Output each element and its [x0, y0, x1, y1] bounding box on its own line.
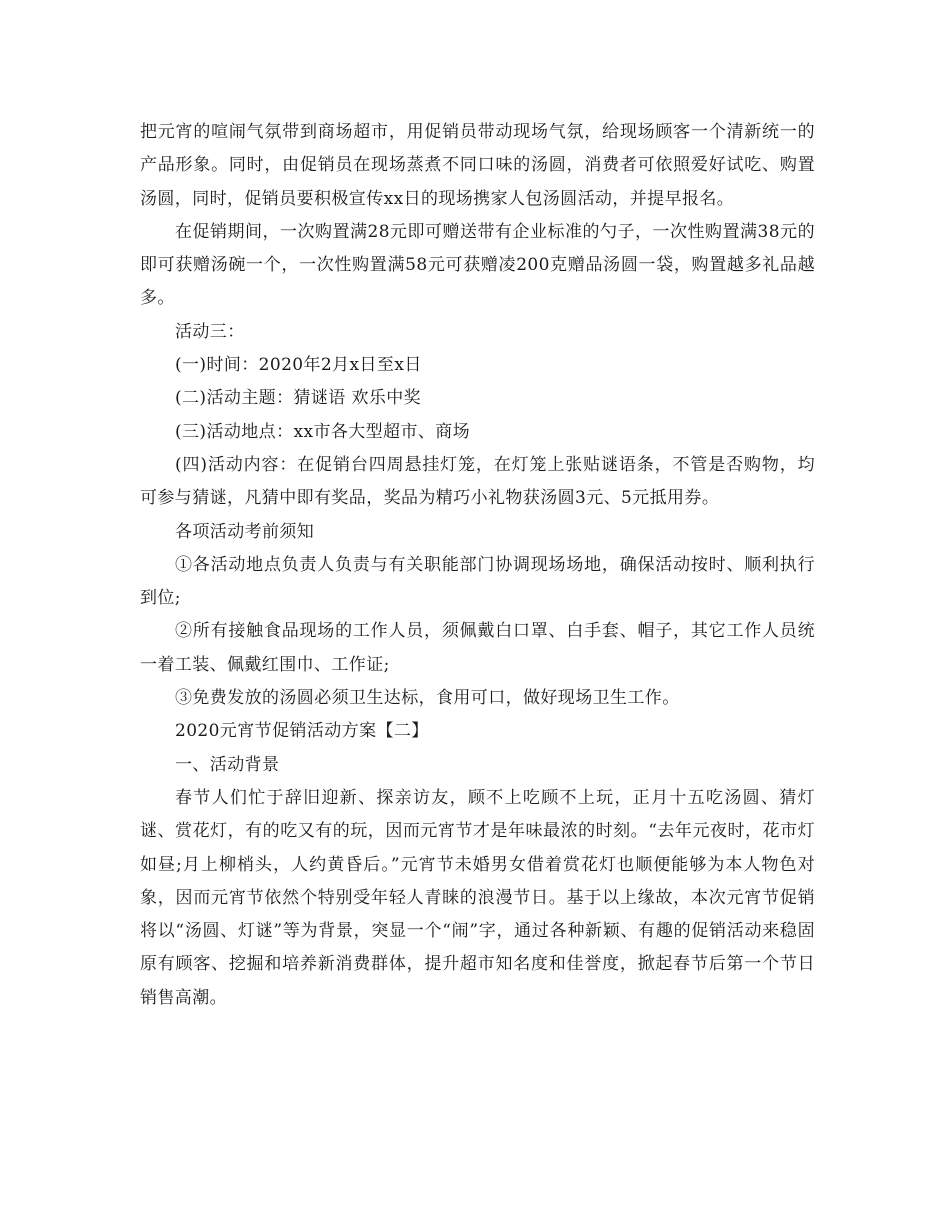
notice-item-1: ①各活动地点负责人负责与有关职能部门协调现场场地，确保活动按时、顺利执行到位; [140, 554, 815, 609]
activity-content: (四)活动内容：在促销台四周悬挂灯笼，在灯笼上张贴谜语条，不管是否购物，均可参与猜谜，凡猜中即有奖品，奖品为精巧小礼物获汤圆3元、5元抵用券。 [140, 454, 815, 509]
heading-activity-three: 活动三： [175, 321, 245, 342]
notice-item-3: ③免费发放的汤圆必须卫生达标，食用可口，做好现场卫生工作。 [175, 688, 680, 709]
paragraph-continuation: 把元宵的喧闹气氛带到商场超市，用促销员带动现场气氛，给现场顾客一个清新统一的产品形象。同时，由促销员在现场蒸煮不同口味的汤圆，消费者可依照爱好试吃、购置汤圆，同时，促销员要积极宣传xx日的现场携家人包汤圆活动，并提早报名。 [140, 122, 815, 209]
activity-time: (一)时间：2020年2月x日至x日 [175, 355, 422, 376]
paragraph-promotion-gifts: 在促销期间，一次购置满28元即可赠送带有企业标准的勺子，一次性购置满38元的即可获赠汤碗一个，一次性购置满58元可获赠凌200克赠品汤圆一袋，购置越多礼品越多。 [140, 221, 815, 309]
section-title-plan-two: 2020元宵节促销活动方案【二】 [175, 721, 429, 742]
heading-notices: 各项活动考前须知 [175, 521, 315, 542]
paragraph-background: 春节人们忙于辞旧迎新、探亲访友，顾不上吃顾不上玩，正月十五吃汤圆、猜灯谜、赏花灯，有的吃又有的玩，因而元宵节才是年味最浓的时刻。“去年元夜时，花市灯如昼;月上柳梢头，人约黄昏后。”元宵节未婚男女借着赏花灯也顺便能够为本人物色对象，因而元宵节依然个特别受年轻人青睐的浪漫节日。基于以上缘故，本次元宵节促销将以“汤圆、灯谜”等为背景，突显一个“闹”字，通过各种新颖、有趣的促销活动来稳固原有顾客、挖掘和培养新消费群体，提升超市知名度和佳誉度，掀起春节后第一个节日销售高潮。 [140, 787, 815, 1008]
activity-theme: (二)活动主题：猜谜语 欢乐中奖 [175, 388, 422, 409]
document-body [140, 116, 815, 1015]
notice-item-2: ②所有接触食品现场的工作人员，须佩戴白口罩、白手套、帽子，其它工作人员统一着工装、佩戴红围巾、工作证; [140, 621, 815, 675]
heading-background: 一、活动背景 [175, 754, 280, 775]
activity-location: (三)活动地点：xx市各大型超市、商场 [175, 421, 471, 442]
